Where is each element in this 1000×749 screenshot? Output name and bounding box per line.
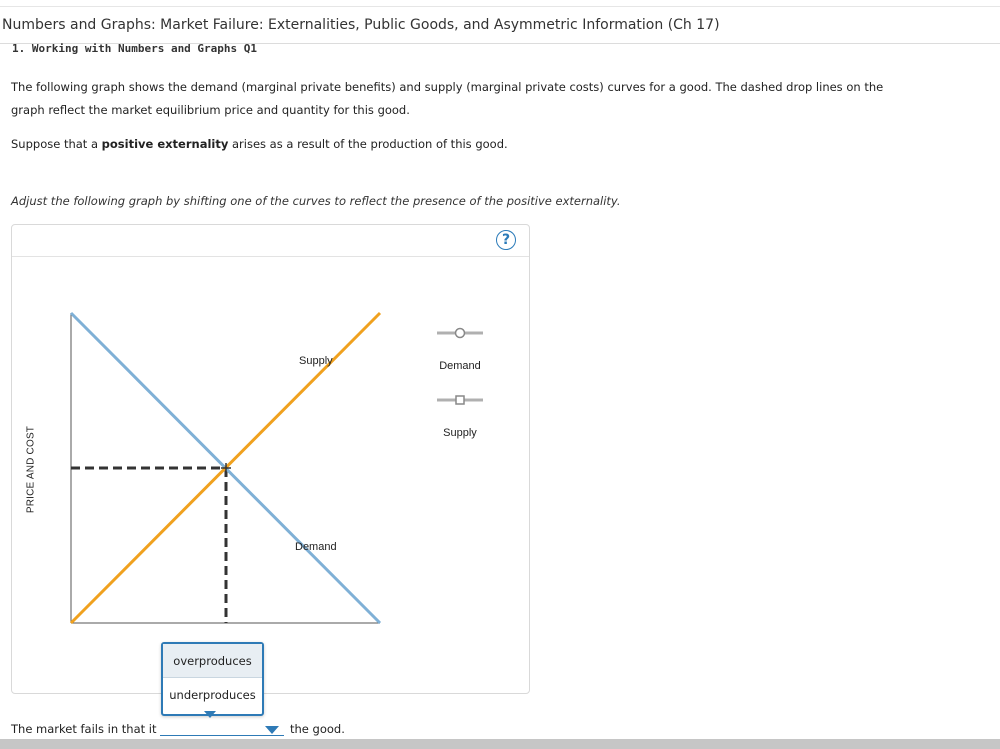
- answer-dropdown-menu: [161, 642, 264, 716]
- chevron-down-icon[interactable]: [265, 726, 279, 734]
- question-sentence-end: the good.: [290, 722, 345, 736]
- externality-text-after: arises as a result of the production of this good.: [228, 137, 508, 151]
- graph-instruction: Adjust the following graph by shifting one of the curves to reflect the presence of the positive externality.: [11, 194, 621, 208]
- graph-panel: [11, 224, 530, 694]
- supply-legend-label: Supply: [443, 427, 477, 439]
- page-title: Numbers and Graphs: Market Failure: Externalities, Public Goods, and Asymmetric Information (Ch 17): [2, 17, 720, 33]
- question-title: 1. Working with Numbers and Graphs Q1: [12, 42, 258, 55]
- demand-legend-tool[interactable]: [437, 329, 483, 338]
- intro-paragraph-line-2: graph reflect the market equilibrium price and quantity for this good.: [11, 103, 410, 117]
- answer-select[interactable]: [160, 735, 284, 736]
- circle-icon: [456, 329, 465, 338]
- supply-demand-graph: [12, 225, 529, 693]
- externality-paragraph: [11, 137, 508, 151]
- option-overproduces[interactable]: overproduces: [163, 644, 262, 678]
- dropdown-popup-caret: [204, 711, 216, 718]
- option-underproduces[interactable]: underproduces: [169, 687, 256, 702]
- supply-curve-label: Supply: [299, 355, 333, 367]
- externality-bold-term: positive externality: [101, 137, 229, 151]
- demand-legend-label: Demand: [439, 360, 481, 372]
- question-sentence-start: The market fails in that it: [11, 722, 157, 736]
- top-strip: [0, 0, 1000, 7]
- horizontal-scrollbar[interactable]: [0, 739, 1000, 749]
- y-axis-label: PRICE AND COST: [25, 425, 37, 514]
- supply-legend-tool[interactable]: [437, 396, 483, 404]
- demand-curve-label: Demand: [295, 541, 337, 553]
- intro-paragraph-line-1: The following graph shows the demand (marginal private benefits) and supply (marginal private costs) curves for a good. The dashed drop lines on the: [11, 80, 884, 94]
- square-icon: [456, 396, 464, 404]
- help-icon[interactable]: ?: [496, 230, 516, 250]
- externality-text-before: Suppose that a: [11, 137, 102, 151]
